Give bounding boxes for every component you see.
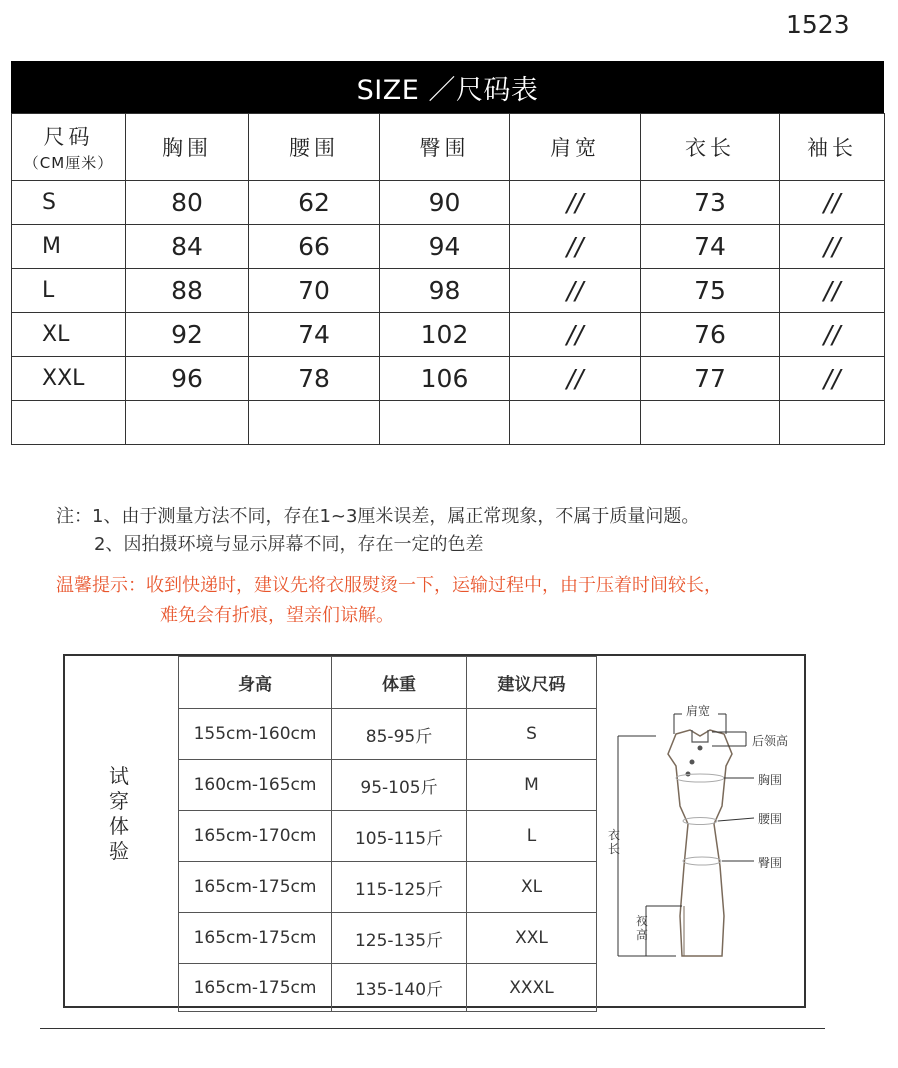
note-line-2: 2、因拍摄环境与显示屏幕不同，存在一定的色差 [94,534,484,555]
size-chart-title: SIZE ／尺码表 [11,61,884,113]
empty-cell [641,401,780,445]
tip-line-1: 温馨提示：收到快递时，建议先将衣服熨烫一下，运输过程中，由于压着时间较长， [56,575,722,596]
weight-cell: 85-95斤 [332,709,467,760]
column-header-waist: 腰围 [249,114,380,181]
value-cell: 88 [126,269,249,313]
value-cell: // [780,269,885,313]
value-cell: 94 [380,225,510,269]
value-cell: // [510,357,641,401]
column-header-hip: 臀围 [380,114,510,181]
value-cell: 92 [126,313,249,357]
recommended-size-cell: XXXL [467,964,597,1012]
recommended-size-cell: M [467,760,597,811]
table-row [179,760,597,811]
value-cell: 74 [249,313,380,357]
value-cell: 76 [641,313,780,357]
height-cell: 165cm-170cm [179,811,332,862]
size-unit-label: 尺码 [43,125,94,149]
table-row [12,357,885,401]
value-cell: 98 [380,269,510,313]
divider [40,1028,825,1029]
weight-cell: 135-140斤 [332,964,467,1012]
value-cell: // [780,225,885,269]
column-header-length: 衣长 [641,114,780,181]
size-chart-table [11,113,885,445]
column-header-sleeve: 袖长 [780,114,885,181]
trial-fitting-table [178,656,597,1012]
value-cell: 77 [641,357,780,401]
column-header-recommended-size: 建议尺码 [467,657,597,709]
column-header-height: 身高 [179,657,332,709]
size-unit-sub: （CM厘米） [23,154,114,172]
size-cell: S [12,181,126,225]
trial-header-row [179,657,597,709]
trial-label: 试穿体验 [109,764,129,863]
value-cell: // [510,269,641,313]
table-row [179,811,597,862]
height-cell: 155cm-160cm [179,709,332,760]
value-cell: 66 [249,225,380,269]
measurement-notes [56,503,699,559]
value-cell: // [510,225,641,269]
table-row [179,964,597,1012]
page-id: 1523 [786,10,850,39]
value-cell: // [510,313,641,357]
recommended-size-cell: L [467,811,597,862]
size-cell: XXL [12,357,126,401]
empty-cell [12,401,126,445]
empty-cell [126,401,249,445]
label-bust: 胸围 [758,773,783,787]
table-row [179,709,597,760]
empty-cell [510,401,641,445]
empty-cell [249,401,380,445]
column-header-bust: 胸围 [126,114,249,181]
size-cell: M [12,225,126,269]
value-cell: // [780,181,885,225]
size-unit-header [12,114,126,181]
empty-row [12,401,885,445]
weight-cell: 105-115斤 [332,811,467,862]
value-cell: 96 [126,357,249,401]
height-cell: 165cm-175cm [179,862,332,913]
weight-cell: 125-135斤 [332,913,467,964]
value-cell: // [780,357,885,401]
column-header-shoulder: 肩宽 [510,114,641,181]
value-cell: 73 [641,181,780,225]
size-cell: L [12,269,126,313]
label-length: 衣长 [608,828,621,856]
table-row [179,913,597,964]
label-shoulder: 肩宽 [686,704,711,718]
empty-cell [780,401,885,445]
value-cell: 75 [641,269,780,313]
label-slit: 衩高 [636,914,649,942]
value-cell: 78 [249,357,380,401]
value-cell: 106 [380,357,510,401]
recommended-size-cell: XL [467,862,597,913]
weight-cell: 95-105斤 [332,760,467,811]
measurement-diagram [596,656,804,1006]
weight-cell: 115-125斤 [332,862,467,913]
size-cell: XL [12,313,126,357]
value-cell: 80 [126,181,249,225]
empty-cell [380,401,510,445]
height-cell: 165cm-175cm [179,913,332,964]
label-collar: 后领高 [752,734,789,748]
value-cell: 90 [380,181,510,225]
recommended-size-cell: XXL [467,913,597,964]
value-cell: 84 [126,225,249,269]
note-line-1: 注：1、由于测量方法不同，存在1~3厘米误差，属正常现象，不属于质量问题。 [56,506,700,527]
column-header-weight: 体重 [332,657,467,709]
table-row [179,862,597,913]
table-row [12,269,885,313]
size-chart-header-row [12,114,885,181]
value-cell: 74 [641,225,780,269]
table-row [12,181,885,225]
label-hip: 臀围 [758,856,783,870]
value-cell: 102 [380,313,510,357]
table-row [12,313,885,357]
warm-tips [56,571,722,631]
table-row [12,225,885,269]
height-cell: 165cm-175cm [179,964,332,1012]
value-cell: 62 [249,181,380,225]
value-cell: // [780,313,885,357]
tip-line-2: 难免会有折痕，望亲们谅解。 [160,605,394,626]
value-cell: // [510,181,641,225]
height-cell: 160cm-165cm [179,760,332,811]
value-cell: 70 [249,269,380,313]
recommended-size-cell: S [467,709,597,760]
label-waist: 腰围 [758,812,783,826]
trial-fitting-panel [63,654,806,1008]
